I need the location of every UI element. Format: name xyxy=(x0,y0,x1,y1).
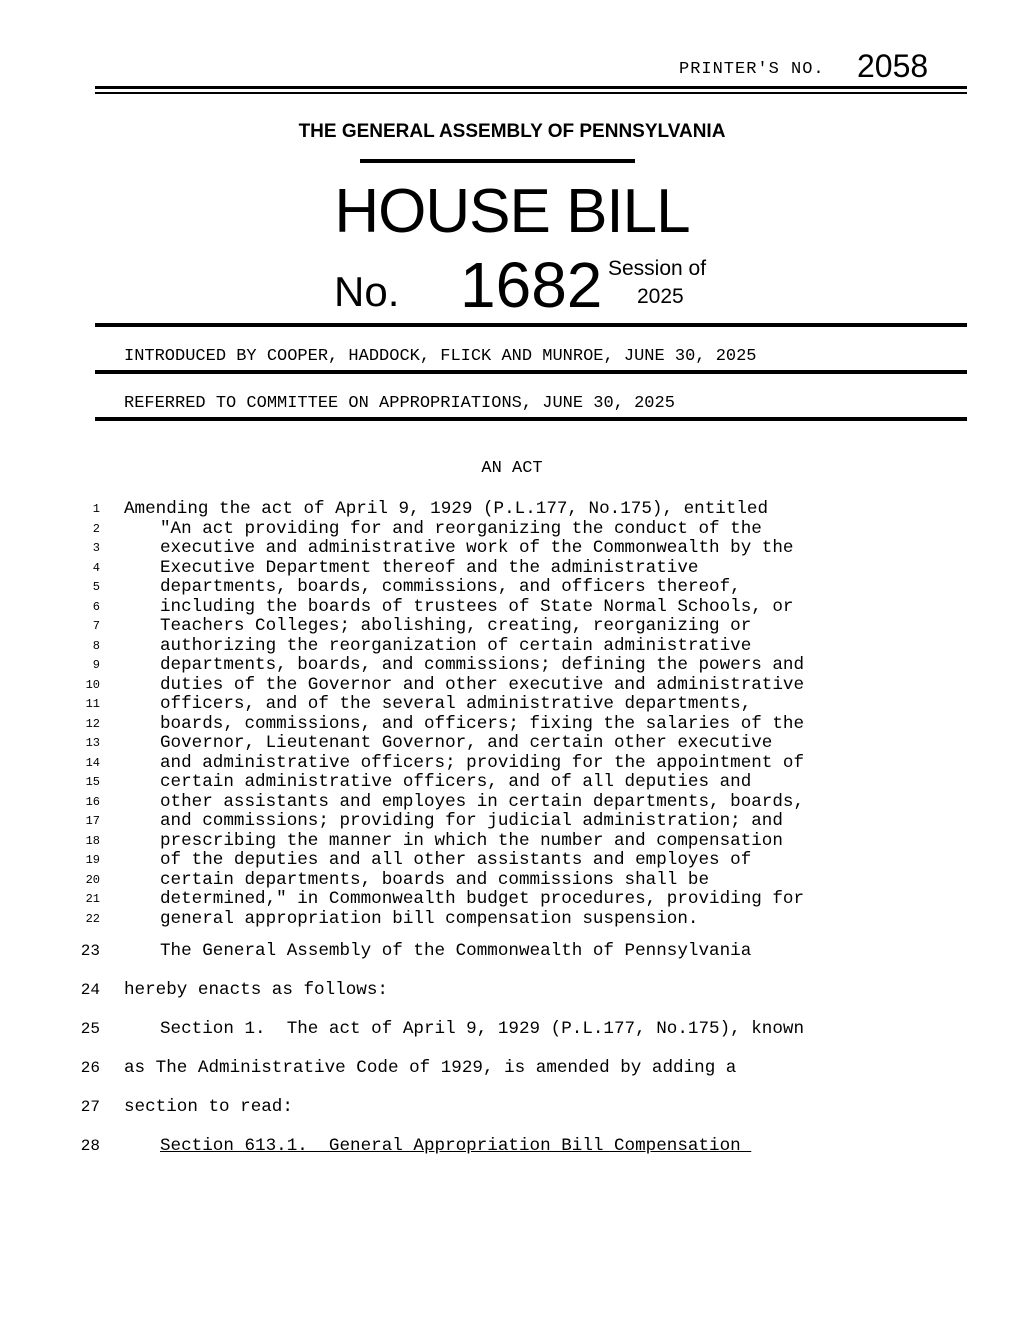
title-text: prescribing the manner in which the number and compensation xyxy=(160,830,783,851)
line-number: 1 xyxy=(92,502,100,516)
title-line xyxy=(0,577,1024,597)
an-act-heading: AN ACT xyxy=(481,459,543,478)
line-number: 14 xyxy=(85,755,100,770)
referred-to: REFERRED TO COMMITTEE ON APPROPRIATIONS, JUNE 30, 2025 xyxy=(124,394,675,413)
title-line xyxy=(0,831,1024,851)
line-number: 27 xyxy=(80,1098,100,1116)
title-line xyxy=(0,538,1024,558)
line-number: 25 xyxy=(80,1020,100,1038)
title-text: "An act providing for and reorganizing the conduct of the xyxy=(160,518,762,539)
title-line xyxy=(0,499,1024,519)
title-line xyxy=(0,811,1024,831)
line-number: 10 xyxy=(85,677,100,692)
body-line xyxy=(0,941,1024,965)
line-number: 7 xyxy=(92,619,100,633)
line-number: 18 xyxy=(85,833,100,848)
line-number: 13 xyxy=(85,736,100,750)
title-line xyxy=(0,636,1024,656)
line-number: 28 xyxy=(80,1137,100,1155)
title-text: Governor, Lieutenant Governor, and certain other executive xyxy=(160,733,773,753)
title-line xyxy=(0,850,1024,870)
title-line xyxy=(0,519,1024,539)
body-text: Section 1. The act of April 9, 1929 (P.L.177, No.175), known xyxy=(160,1019,805,1039)
line-number: 15 xyxy=(85,775,100,789)
bill-no-label: No. xyxy=(334,268,400,315)
body-line xyxy=(0,980,1024,1004)
line-number: 17 xyxy=(85,814,100,828)
title-text: departments, boards, and commissions; defining the powers and xyxy=(160,655,805,675)
body-text: hereby enacts as follows: xyxy=(124,980,388,1000)
title-text: Executive Department thereof and the administrative xyxy=(160,557,699,578)
line-number: 6 xyxy=(92,599,100,614)
introduced-by: INTRODUCED BY COOPER, HADDOCK, FLICK AND MUNROE, JUNE 30, 2025 xyxy=(124,347,757,366)
line-number: 9 xyxy=(92,658,100,672)
header-rule-bottom xyxy=(95,92,967,94)
title-divider xyxy=(360,159,635,163)
session-label: Session of xyxy=(608,257,707,280)
title-text: certain departments, boards and commissions shall be xyxy=(160,869,710,890)
section-heading-inserted: Section 613.1. General Appropriation Bill Compensation xyxy=(160,1136,752,1156)
body-line xyxy=(0,1058,1024,1082)
line-number: 8 xyxy=(92,638,100,653)
title-text: and commissions; providing for judicial administration; and xyxy=(160,811,783,831)
line-number: 26 xyxy=(80,1059,100,1077)
title-text: including the boards of trustees of State Normal Schools, or xyxy=(160,596,794,617)
title-line xyxy=(0,558,1024,578)
line-number: 5 xyxy=(92,580,100,594)
title-text: and administrative officers; providing for the appointment of xyxy=(160,752,805,773)
body-line xyxy=(0,1097,1024,1121)
title-line xyxy=(0,616,1024,636)
title-text: Amending the act of April 9, 1929 (P.L.177, No.175), entitled xyxy=(124,499,769,519)
line-number: 4 xyxy=(92,560,100,575)
title-line xyxy=(0,772,1024,792)
line-number: 22 xyxy=(85,911,100,926)
body-text: section to read: xyxy=(124,1097,293,1117)
body-line xyxy=(0,1136,1024,1160)
rule-above-referred xyxy=(95,370,967,374)
printer-number: 2058 xyxy=(857,48,929,84)
line-number: 3 xyxy=(92,541,100,555)
title-text: general appropriation bill compensation suspension. xyxy=(160,908,699,929)
body-text: as The Administrative Code of 1929, is amended by adding a xyxy=(124,1058,737,1078)
header-rule-top xyxy=(95,86,967,89)
title-text: of the deputies and all other assistants and employes of xyxy=(160,850,752,870)
title-line xyxy=(0,714,1024,734)
rule-below-referred xyxy=(95,417,967,421)
line-number: 24 xyxy=(80,981,100,999)
body-text: The General Assembly of the Commonwealth of Pennsylvania xyxy=(160,941,752,961)
title-line xyxy=(0,870,1024,890)
line-number: 19 xyxy=(85,853,100,867)
title-line xyxy=(0,597,1024,617)
title-text: boards, commissions, and officers; fixing the salaries of the xyxy=(160,713,805,734)
line-number: 21 xyxy=(85,892,100,906)
title-line xyxy=(0,889,1024,909)
rule-above-introduced xyxy=(95,323,967,327)
title-text: certain administrative officers, and of all deputies and xyxy=(160,772,752,792)
line-number: 20 xyxy=(85,872,100,887)
title-text: Teachers Colleges; abolishing, creating, reorganizing or xyxy=(160,616,752,636)
line-number: 12 xyxy=(85,716,100,731)
title-line xyxy=(0,655,1024,675)
title-text: officers, and of the several administrative departments, xyxy=(160,694,752,714)
title-line xyxy=(0,675,1024,695)
title-text: authorizing the reorganization of certain administrative xyxy=(160,635,752,656)
bill-type-heading: HOUSE BILL xyxy=(334,177,690,246)
assembly-title: THE GENERAL ASSEMBLY OF PENNSYLVANIA xyxy=(298,121,726,142)
title-text: duties of the Governor and other executive and administrative xyxy=(160,674,805,695)
title-text: determined," in Commonwealth budget procedures, providing for xyxy=(160,889,805,909)
line-number: 2 xyxy=(92,521,100,536)
session-year: 2025 xyxy=(637,285,684,308)
bill-number: 1682 xyxy=(460,249,603,321)
title-line xyxy=(0,753,1024,773)
line-number: 16 xyxy=(85,794,100,809)
title-line xyxy=(0,733,1024,753)
title-line xyxy=(0,694,1024,714)
line-number: 11 xyxy=(85,697,100,711)
title-line xyxy=(0,792,1024,812)
printer-number-label: PRINTER'S NO. xyxy=(679,60,825,79)
title-line xyxy=(0,909,1024,929)
title-text: departments, boards, commissions, and officers thereof, xyxy=(160,577,741,597)
line-number: 23 xyxy=(80,942,100,960)
title-text: other assistants and employes in certain departments, boards, xyxy=(160,791,805,812)
title-text: executive and administrative work of the Commonwealth by the xyxy=(160,538,794,558)
body-line xyxy=(0,1019,1024,1043)
